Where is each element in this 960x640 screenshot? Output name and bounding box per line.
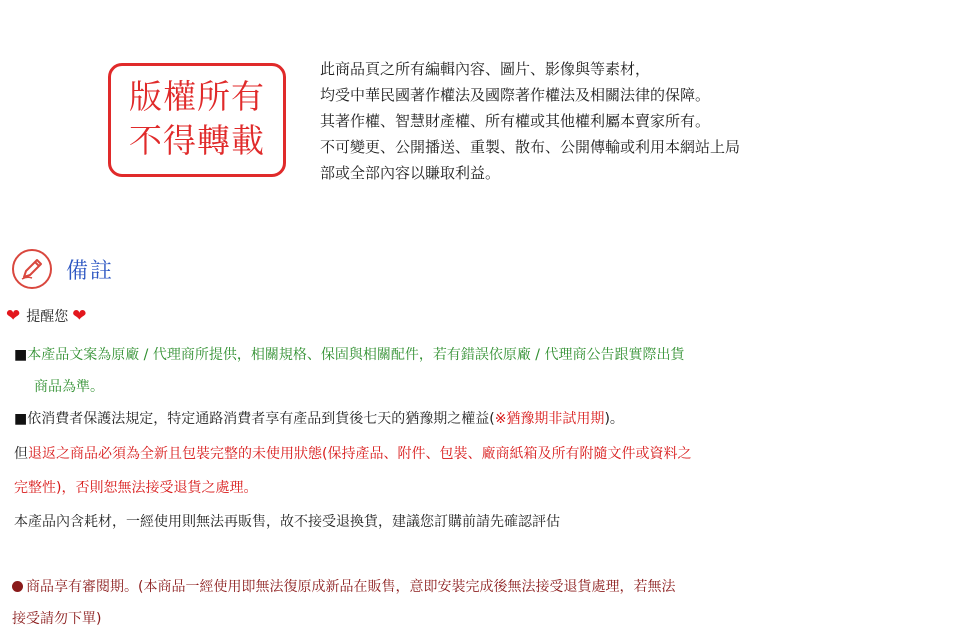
square-bullet-icon: ■ (14, 347, 28, 363)
copyright-line: 均受中華民國著作權法及國際著作權法及相關法律的保障。 (320, 86, 711, 104)
reminder-text: 提醒您 (26, 309, 69, 325)
note-text-highlight: ※猶豫期非試用期 (494, 411, 605, 427)
copyright-line: 不可變更、公開播送、重製、散布、公開傳輸或利用本網站上局 (320, 138, 741, 156)
note-text-highlight: 完整性)，否則恕無法接受退貨之處理。 (14, 480, 258, 496)
note-text: 商品為準。 (34, 379, 104, 395)
square-bullet-icon: ■ (14, 411, 28, 427)
note-text-highlight: 退返之商品必須為全新且包裝完整的未使用狀態(保持產品、附件、包裝、廠商紙箱及所有附隨文件或資料之 (28, 446, 692, 462)
note-item-return-condition (14, 443, 691, 463)
copyright-line: 部或全部內容以賺取利益。 (320, 164, 501, 182)
note-item-review-period-cont (12, 608, 101, 628)
copyright-notice (320, 56, 920, 186)
note-item-return-condition-cont (14, 477, 257, 497)
note-text: 但 (14, 446, 28, 462)
copyright-line: 此商品頁之所有編輯內容、圖片、影像與等素材， (320, 60, 651, 78)
reminder-label (6, 306, 87, 326)
note-text: 本產品內含耗材，一經使用則無法再販售，故不接受退換貨，建議您訂購前請先確認評估 (14, 514, 560, 530)
note-item-spec-disclaimer-cont (34, 376, 104, 396)
note-text: 商品享有審閱期。(本商品一經使用即無法復原成新品在販售，意即安裝完成後無法接受退貨處理，若無法 (26, 579, 676, 595)
note-text: 依消費者保護法規定，特定通路消費者享有產品到貨後七天的猶豫期之權益( (27, 411, 495, 427)
heart-icon: ❤ (72, 306, 87, 326)
note-item-spec-disclaimer (14, 344, 684, 364)
heart-icon: ❤ (6, 306, 21, 326)
dot-bullet-icon (12, 581, 23, 592)
stamp-line-1: 版權所有 (129, 77, 265, 116)
notes-header (12, 246, 114, 292)
copyright-stamp (108, 63, 286, 177)
note-item-review-period (12, 576, 675, 596)
note-text: )。 (604, 411, 624, 427)
pen-icon (12, 249, 52, 289)
note-item-return-policy (14, 408, 624, 428)
note-text: 接受請勿下單) (12, 611, 102, 627)
copyright-line: 其著作權、智慧財產權、所有權或其他權利屬本賣家所有。 (320, 112, 711, 130)
note-item-consumables (14, 511, 560, 531)
notes-title: 備註 (66, 258, 115, 284)
stamp-line-2: 不得轉載 (129, 121, 265, 160)
note-text: 本產品文案為原廠 / 代理商所提供，相關規格、保固與相關配件，若有錯誤依原廠 / 代理商公告跟實際出貨 (27, 347, 685, 363)
